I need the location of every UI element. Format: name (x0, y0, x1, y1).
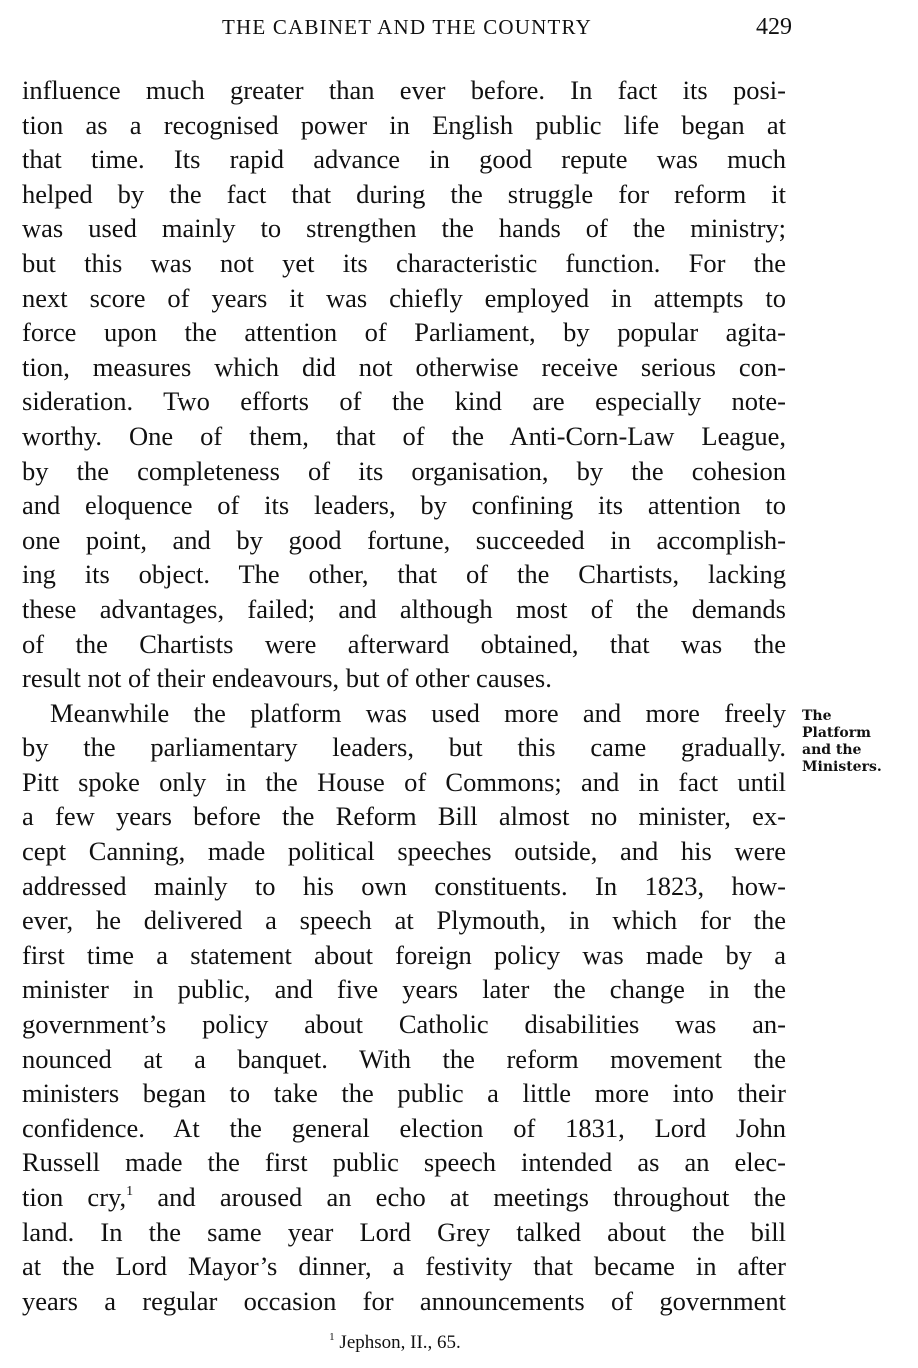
margin-note-line: and the (802, 742, 862, 758)
text-line: ever, he delivered a speech at Plymouth, in which for the (22, 905, 786, 936)
text-line: worthy. One of them, that of the Anti-Corn-Law League, (22, 420, 786, 451)
margin-note-line: The (802, 708, 832, 724)
text-line: nounced at a banquet. With the reform movement the (22, 1043, 786, 1074)
text-line: a few years before the Reform Bill almost no minister, ex- (22, 801, 786, 832)
text-line: by the completeness of its organisation, by the cohesion (22, 455, 786, 486)
footnote-mark: 1 (329, 1331, 335, 1343)
text-line: tion, measures which did not otherwise receive serious con- (22, 351, 786, 382)
text-line: and eloquence of its leaders, by confining its attention to (22, 490, 786, 521)
text-line: was used mainly to strengthen the hands of the ministry; (22, 213, 786, 244)
text-line: government’s policy about Catholic disabilities was an- (22, 1009, 786, 1040)
text-line: these advantages, failed; and although most of the demands (22, 593, 786, 624)
page-number: 429 (756, 14, 792, 40)
text-line: of the Chartists were afterward obtained, that was the (22, 628, 786, 659)
text-line: result not of their endeavours, but of other causes. (22, 663, 552, 694)
text-line: addressed mainly to his own constituents. In 1823, how- (22, 870, 786, 901)
text-line: ing its object. The other, that of the Chartists, lacking (22, 559, 786, 590)
line-rest: and aroused an echo at meetings throughout the (133, 1182, 786, 1212)
text-line: at the Lord Mayor’s dinner, a festivity that became in after (22, 1251, 786, 1282)
text-line: first time a statement about foreign policy was made by a (22, 939, 786, 970)
text-line: tion as a recognised power in English public life began at (22, 109, 786, 140)
text-line: sideration. Two efforts of the kind are especially note- (22, 386, 786, 417)
margin-note-line: Ministers. (802, 759, 882, 775)
text-line: Pitt spoke only in the House of Commons; and in fact until (22, 766, 786, 797)
text-line: force upon the attention of Parliament, by popular agita- (22, 317, 786, 348)
line-start: tion cry, (22, 1182, 127, 1212)
body-text (22, 73, 786, 1318)
text-line-with-footnote-ref (22, 1180, 786, 1215)
margin-note-line: Platform (802, 725, 871, 741)
footnote-text: Jephson, II., 65. (334, 1332, 461, 1353)
running-head: THE CABINET AND THE COUNTRY (222, 15, 592, 39)
text-line: that time. Its rapid advance in good repute was much (22, 144, 786, 175)
text-line: influence much greater than ever before. In fact its posi- (22, 75, 786, 105)
text-line: one point, and by good fortune, succeeded in accomplish- (22, 524, 786, 555)
footnote-reference[interactable]: 1 (126, 1184, 134, 1199)
text-line: minister in public, and five years later the change in the (22, 974, 786, 1005)
text-line: by the parliamentary leaders, but this came gradually. (22, 732, 786, 763)
text-line: next score of years it was chiefly employed in attempts to (22, 282, 786, 313)
footnote (0, 1331, 790, 1355)
text-line: years a regular occasion for announcements of government (22, 1285, 786, 1316)
text-line: helped by the fact that during the struggle for reform it (22, 178, 786, 209)
text-line: ministers began to take the public a little more into their (22, 1078, 786, 1109)
text-line: Russell made the first public speech intended as an elec- (22, 1147, 786, 1178)
margin-note (802, 708, 914, 776)
text-line: but this was not yet its characteristic function. For the (22, 247, 786, 278)
text-line: cept Canning, made political speeches outside, and his were (22, 836, 786, 867)
text-line: land. In the same year Lord Grey talked about the bill (22, 1216, 786, 1247)
text-line: Meanwhile the platform was used more and more freely (50, 697, 786, 728)
page-header (22, 12, 792, 42)
text-line: confidence. At the general election of 1831, Lord John (22, 1112, 786, 1143)
